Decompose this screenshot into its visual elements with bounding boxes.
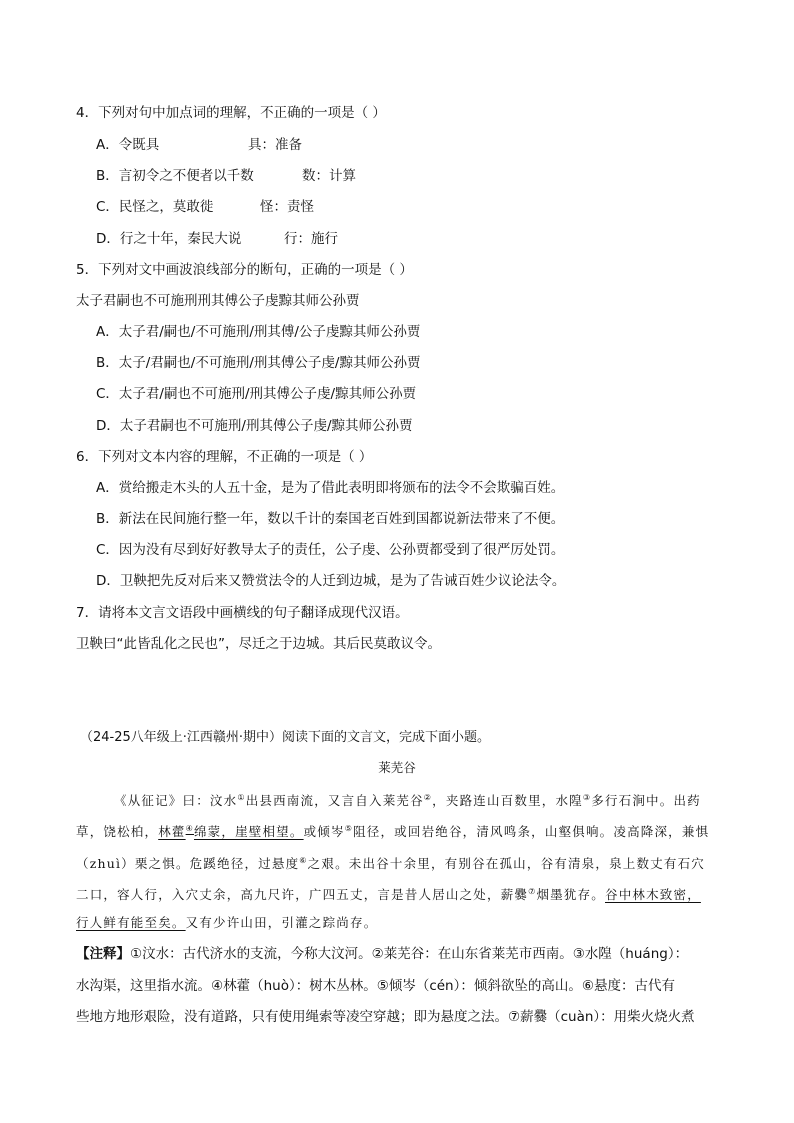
underlined-text: 行人鲜有能至矣。 <box>76 915 186 930</box>
q5-option-a: A．太子君/嗣也/不可施刑/刑其傅/公子虔黥其师公孙贾 <box>96 324 421 340</box>
footnote-marker: ⑤ <box>344 824 354 833</box>
q4-option-a <box>96 135 302 155</box>
passage-text: 出县西南流，又言自入莱芜谷 <box>245 793 424 809</box>
passage-text: ，夹路连山百数里，水隍 <box>432 793 583 809</box>
footnote-marker: ⑥ <box>299 856 308 865</box>
q6-option-c: C．因为没有尽到好好教导太子的责任，公子虔、公孙贾都受到了很严厉处罚。 <box>96 542 565 558</box>
passage-text: 二口，容人行，入穴丈余，高九尺许，广四五丈，言是昔人居山之处，薪爨 <box>76 887 529 903</box>
passage-source: （24-25八年级上·江西赣州·期中）阅读下面的文言文，完成下面小题。 <box>80 730 491 745</box>
footnote-marker: ① <box>237 793 246 802</box>
q4-option-b-right: 数：计算 <box>302 168 356 184</box>
q4-option-c-right: 怪：责怪 <box>260 199 314 215</box>
q4-option-b <box>96 166 356 186</box>
passage-line-5 <box>76 913 377 933</box>
passage-text: 草，饶松柏， <box>76 824 159 840</box>
q5-option-b: B．太子/君嗣也/不可施刑/刑其傅公子虔/黥其师公孙贾 <box>96 355 421 371</box>
q4-option-a-left: A．令既具 <box>96 137 160 153</box>
footnote-marker: ② <box>423 793 433 802</box>
passage-text: 《从征记》曰：汶水 <box>114 793 238 809</box>
underlined-text: 谷中林木致密， <box>605 887 701 903</box>
q4-option-d <box>96 229 338 249</box>
footnote-marker: ④ <box>185 824 194 833</box>
passage-text: 烟墨犹存。 <box>536 887 605 903</box>
q5-option-c: C．太子君/嗣也不可施刑/刑其傅公子虔/黥其师公孙贾 <box>96 386 417 402</box>
notes-text: ①汶水：古代济水的支流，今称大汶河。②莱芜谷：在山东省莱芜市西南。③水隍（huáng）： <box>130 946 689 962</box>
footnote-marker: ⑦ <box>528 887 537 896</box>
passage-text: 阻径，或回岩绝谷，清风鸣条，山壑俱响。凌高降深，兼惧 <box>353 824 710 840</box>
footnote-marker: ③ <box>582 793 592 802</box>
passage-text: （zhuì）栗之惧。危蹊绝径，过悬度 <box>76 856 300 872</box>
q7-stem: 7．请将本文言文语段中画横线的句子翻译成现代汉语。 <box>76 605 409 621</box>
passage-line-2 <box>76 819 709 842</box>
notes-line-3: 些地方地形艰险，没有道路，只有使用绳索等凌空穿越；即为悬度之法。⑦薪爨（cuàn）：用柴火烧火煮 <box>76 1009 695 1025</box>
q4-option-c-left: C．民怪之，莫敢徙 <box>96 199 214 215</box>
underlined-text: 林藿 <box>158 824 186 840</box>
notes-line-1 <box>76 944 688 964</box>
passage-title: 莱芜谷 <box>378 760 416 775</box>
q4-option-d-left: D．行之十年，秦民大说 <box>96 231 242 247</box>
passage-text: 或倾岑 <box>303 824 345 840</box>
q5-sentence: 太子君嗣也不可施刑刑其傅公子虔黥其师公孙贾 <box>76 293 360 309</box>
q4-stem: 4．下列对句中加点词的理解，不正确的一项是（ ） <box>76 105 386 121</box>
passage-text: 多行石涧中。出药 <box>591 793 701 809</box>
q4-option-b-left: B．言初令之不便者以千数 <box>96 168 254 184</box>
passage-line-4 <box>76 882 701 905</box>
q7-sentence: 卫鞅曰“此皆乱化之民也”，尽迁之于边城。其后民莫敢议令。 <box>76 636 441 652</box>
q4-option-a-right: 具：准备 <box>248 137 302 153</box>
q4-option-d-right: 行：施行 <box>284 231 338 247</box>
q6-option-a: A．赏给搬走木头的人五十金，是为了借此表明即将颁布的法令不会欺骗百姓。 <box>96 480 565 496</box>
underlined-text: 绵蒙，崖壁相望。 <box>193 824 304 840</box>
passage-text: 又有少许山田，引灌之踪尚存。 <box>185 915 378 930</box>
q6-option-b: B．新法在民间施行整一年，数以千计的秦国老百姓到国都说新法带来了不便。 <box>96 511 565 527</box>
passage-text: 之艰。未出谷十余里，有别谷在孤山，谷有清泉，泉上数丈有石穴 <box>307 856 705 872</box>
q6-option-d: D．卫鞅把先反对后来又赞赏法令的人迁到边城，是为了告诫百姓少议论法令。 <box>96 573 566 589</box>
notes-line-2: 水沟渠，这里指水流。④林藿（huò）：树木丛林。⑤倾岑（cén）：倾斜欲坠的高山。⑥悬度：古代有 <box>76 978 675 994</box>
notes-label: 【注释】 <box>76 946 130 962</box>
passage-line-1 <box>114 788 701 811</box>
passage-line-3 <box>76 851 705 874</box>
q4-option-c <box>96 197 314 217</box>
q5-stem: 5．下列对文中画波浪线部分的断句，正确的一项是（ ） <box>76 262 413 278</box>
q5-option-d: D．太子君嗣也不可施刑/刑其傅公子虔/黥其师公孙贾 <box>96 418 413 434</box>
q6-stem: 6．下列对文本内容的理解，不正确的一项是（ ） <box>76 449 373 465</box>
